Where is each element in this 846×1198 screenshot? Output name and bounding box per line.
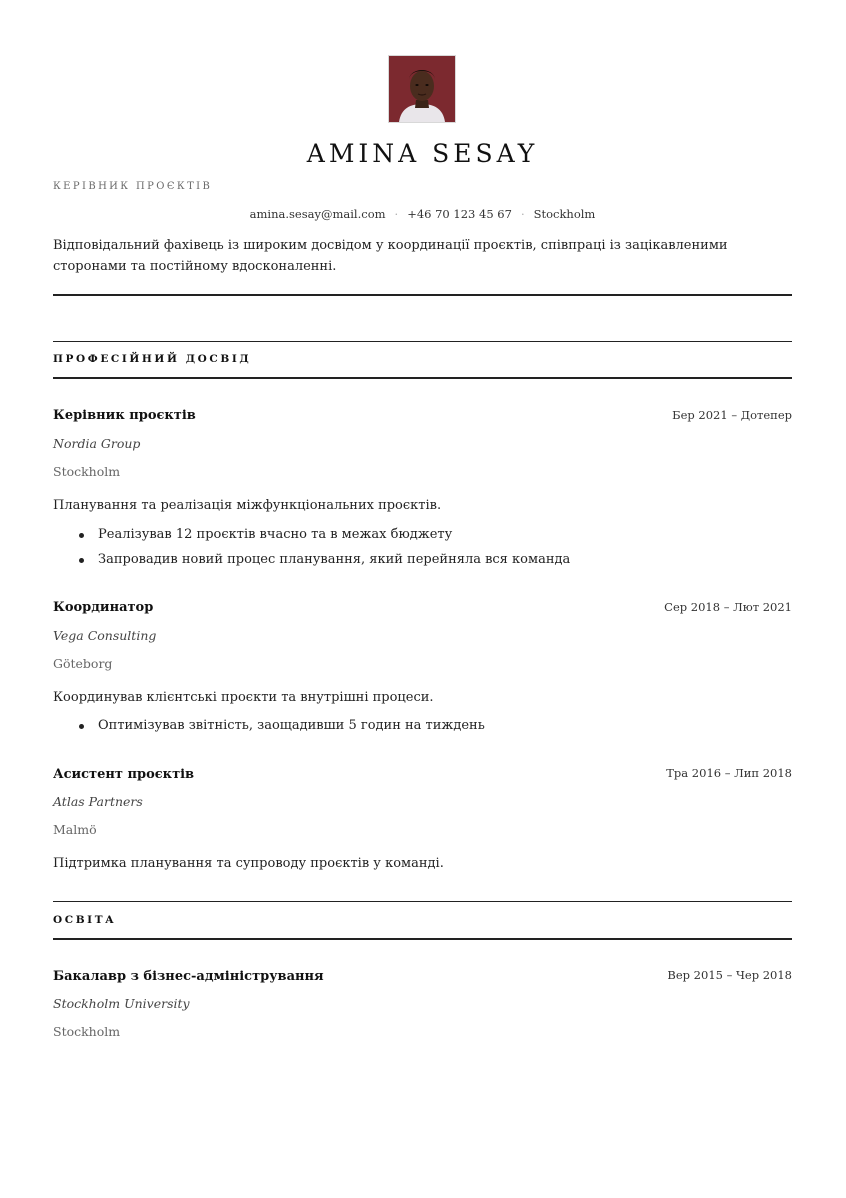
- contact-separator: ·: [520, 207, 525, 221]
- section-title-experience: ПРОФЕСІЙНИЙ ДОСВІД: [53, 353, 252, 365]
- education-degree: Бакалавр з бізнес-адміністрування: [53, 969, 324, 984]
- job-title: КЕРІВНИК ПРОЄКТІВ: [53, 181, 213, 192]
- education-school: Stockholm University: [53, 996, 190, 1011]
- achievement-item: Оптимізував звітність, заощадивши 5 годин на тиждень: [98, 717, 485, 742]
- experience-description: Підтримка планування та супроводу проєктів у команді.: [53, 856, 444, 871]
- phone-text: +46 70 123 45 67: [407, 207, 512, 221]
- city-text: Stockholm: [533, 207, 596, 221]
- education-dates: Вер 2015 – Чер 2018: [667, 968, 792, 982]
- experience-dates: Бер 2021 – Дотепер: [672, 408, 792, 422]
- candidate-name: AMINA SESAY: [306, 139, 539, 168]
- experience-company: Vega Consulting: [53, 628, 157, 643]
- profile-summary: Відповідальний фахівець із широким досвідом у координації проєктів, співпраці із зацікавленими сторонами та постійному вдосконаленні.: [53, 238, 728, 274]
- experience-company: Atlas Partners: [53, 794, 143, 809]
- education-location: Stockholm: [53, 1024, 121, 1039]
- header-divider: [53, 294, 792, 296]
- section-bottom-rule: [53, 938, 792, 940]
- section-top-rule: [53, 341, 792, 342]
- experience-role: Асистент проєктів: [53, 767, 195, 782]
- profile-photo: [388, 55, 456, 123]
- section-bottom-rule: [53, 377, 792, 379]
- contact-separator: ·: [394, 207, 399, 221]
- experience-location: Göteborg: [53, 656, 113, 671]
- portrait-illustration: [389, 56, 455, 122]
- experience-dates: Тра 2016 – Лип 2018: [666, 766, 792, 780]
- experience-description: Планування та реалізація міжфункціональних проєктів.: [53, 498, 442, 513]
- email-text: amina.sesay@mail.com: [249, 207, 386, 221]
- section-title-education: ОСВІТА: [53, 914, 117, 926]
- experience-dates: Сер 2018 – Лют 2021: [664, 600, 792, 614]
- section-top-rule: [53, 901, 792, 902]
- experience-description: Координував клієнтські проєкти та внутрішні процеси.: [53, 690, 434, 705]
- achievement-item: Реалізував 12 проєктів вчасно та в межах бюджету: [98, 526, 570, 551]
- achievement-item: Запровадив новий процес планування, який перейняла вся команда: [98, 551, 570, 576]
- experience-location: Malmö: [53, 822, 97, 837]
- achievement-list: [53, 717, 485, 742]
- experience-location: Stockholm: [53, 464, 121, 479]
- achievement-list: [53, 526, 570, 576]
- experience-company: Nordia Group: [53, 436, 141, 451]
- experience-role: Керівник проєктів: [53, 408, 196, 423]
- contact-line: [53, 206, 792, 222]
- experience-role: Координатор: [53, 600, 154, 615]
